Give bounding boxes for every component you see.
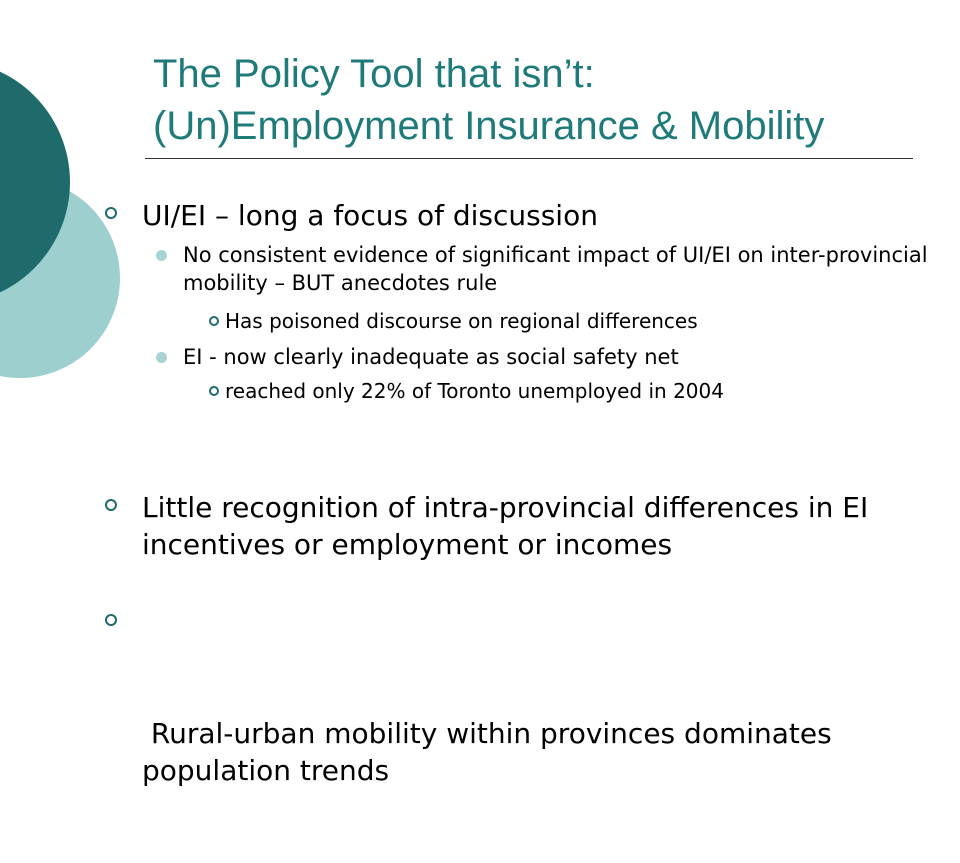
- hollow-bullet-icon: [105, 614, 117, 626]
- title-line-1: The Policy Tool that isn’t:: [153, 52, 595, 96]
- bullet-text: Rural-urban mobility within provinces dominates population trends: [142, 717, 841, 787]
- bullet-text: Little recognition of intra-provincial differences in EI incentives or employment or incomes: [142, 491, 869, 561]
- sub-bullet-ei-inadequate: [183, 343, 933, 371]
- sub-sub-bullet-poisoned-discourse: [225, 308, 935, 334]
- title-line-2: (Un)Employment Insurance & Mobility: [153, 104, 825, 148]
- sub-bullet-text: EI - now clearly inadequate as social safety net: [183, 345, 679, 369]
- bullet-intra-provincial: [142, 489, 932, 563]
- sub-sub-bullet-text: reached only 22% of Toronto unemployed in 2004: [225, 379, 724, 403]
- hollow-bullet-icon: [105, 207, 117, 219]
- hollow-small-bullet-icon: [209, 316, 219, 326]
- filled-bullet-icon: [156, 352, 167, 363]
- hollow-small-bullet-icon: [209, 386, 219, 396]
- filled-bullet-icon: [156, 250, 167, 261]
- bullet-ui-ei-focus: [142, 197, 932, 234]
- bullet-rural-urban: [142, 604, 932, 863]
- sub-sub-bullet-text: Has poisoned discourse on regional differences: [225, 309, 698, 333]
- hollow-bullet-icon: [105, 499, 117, 511]
- sub-sub-bullet-toronto-unemployed: [225, 378, 935, 404]
- bullet-text: UI/EI – long a focus of discussion: [142, 199, 598, 232]
- sub-bullet-no-consistent-evidence: [183, 241, 933, 297]
- sub-bullet-text: No consistent evidence of significant impact of UI/EI on inter-provincial mobility – BUT anecdotes rule: [183, 243, 928, 295]
